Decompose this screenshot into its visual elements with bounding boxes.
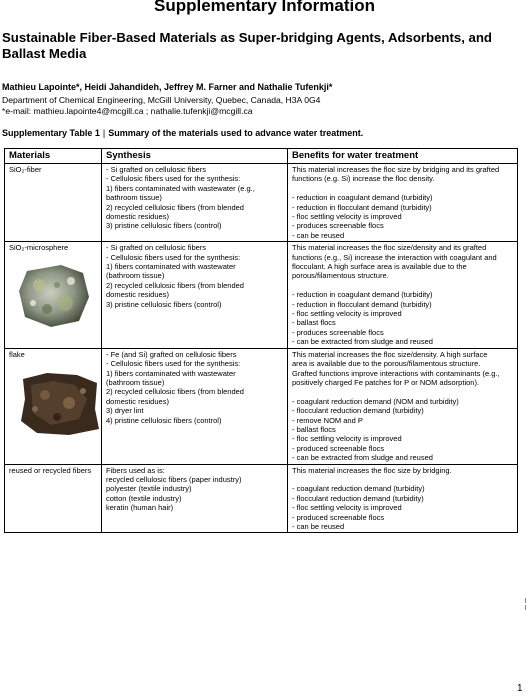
table-caption-separator: |: [102, 128, 106, 138]
column-header-materials: Materials: [5, 149, 102, 164]
benefits-line: - ballast flocs: [292, 424, 336, 434]
benefits-line: This material increases the floc size/density and its grafted: [292, 243, 487, 253]
article-title: Sustainable Fiber-Based Materials as Super-bridging Agents, Adsorbents, and Ballast Media: [2, 30, 492, 61]
synthesis-line: - Fe (and Si) grafted on cellulosic fibers: [106, 349, 237, 359]
benefits-line: - coagulant reduction demand (turbidity): [292, 484, 425, 494]
benefits-line: - produces screenable flocs: [292, 327, 384, 337]
synthesis-line: bathroom tissue): [106, 193, 162, 203]
synthesis-cell: [102, 242, 288, 348]
synthesis-cell: [102, 464, 288, 533]
material-cell: [5, 242, 102, 348]
synthesis-line: - Cellulosic fibers used for the synthesis:: [106, 252, 241, 262]
synthesis-line: 1) fibers contaminated with wastewater: [106, 262, 236, 272]
synthesis-line: Fibers used as is:: [106, 465, 165, 475]
benefits-line: porous/filamentous structure.: [292, 271, 389, 281]
benefits-line: - reduction in flocculant demand (turbidity): [292, 202, 432, 212]
synthesis-line: - Si grafted on cellulosic fibers: [106, 165, 207, 174]
synthesis-line: 3) pristine cellulosic fibers (control): [106, 221, 222, 231]
benefits-line: functions (e.g., Si) increase the interaction with coagulant and: [292, 252, 497, 262]
page-title: Supplementary Information: [153, 0, 376, 15]
benefits-line: - flocculant reduction demand (turbidity): [292, 406, 424, 416]
synthesis-line: - Cellulosic fibers used for the synthesis:: [106, 359, 241, 369]
synthesis-cell: [102, 348, 288, 464]
benefits-cell: [288, 464, 518, 533]
benefits-line: Grafted functions improve interactions with contaminants (e.g.,: [292, 368, 500, 378]
material-name: reused or recycled fibers: [9, 465, 92, 475]
benefits-line: - can be reused: [292, 521, 345, 531]
benefits-line: - produced screenable flocs: [292, 512, 385, 522]
page-number: 1: [517, 683, 523, 694]
synthesis-line: - Cellulosic fibers used for the synthesis:: [106, 174, 241, 184]
column-header-synthesis: Synthesis: [102, 149, 288, 164]
benefits-line: - floc settling velocity is improved: [292, 434, 402, 444]
synthesis-cell: [102, 164, 288, 242]
synthesis-line: cotton (textile industry): [106, 493, 182, 503]
author-list: Mathieu Lapointe*, Heidi Jahandideh, Jeffrey M. Farner and Nathalie Tufenkji*: [2, 82, 333, 92]
benefits-line: [292, 281, 514, 290]
benefits-line: - can be extracted from sludge and reused: [292, 453, 433, 463]
synthesis-line: 1) fibers contaminated with wastewater: [106, 368, 236, 378]
benefits-line: - floc settling velocity is improved: [292, 503, 402, 513]
material-name: SiO₂-microsphere: [9, 243, 69, 253]
benefits-line: This material increases the floc size by bridging and its grafted: [292, 165, 500, 174]
benefits-line: This material increases the floc size by bridging.: [292, 465, 452, 475]
flake-photo: [17, 369, 98, 441]
synthesis-line: polyester (textile industry): [106, 484, 192, 494]
benefits-line: area is available due to the porous/filamentous structure.: [292, 359, 481, 369]
synthesis-line: keratin (human hair): [106, 503, 174, 513]
synthesis-line: 3) dryer lint: [106, 406, 144, 416]
benefits-line: [292, 475, 514, 484]
microsphere-photo: [17, 263, 98, 331]
synthesis-line: (bathroom tissue): [106, 377, 165, 387]
material-cell: [5, 348, 102, 464]
synthesis-line: domestic residues): [106, 396, 169, 406]
benefits-line: - reduction in flocculant demand (turbidity): [292, 299, 432, 309]
affiliation-block: [2, 95, 320, 117]
benefits-line: - reduction in coagulant demand (turbidity): [292, 290, 433, 300]
benefits-line: positively charged Fe patches for P or NOM adsorption).: [292, 377, 480, 387]
benefits-cell: [288, 164, 518, 242]
benefits-line: - floc settling velocity is improved: [292, 309, 402, 319]
table-caption: [2, 128, 363, 138]
benefits-cell: [288, 242, 518, 348]
synthesis-line: 3) pristine cellulosic fibers (control): [106, 299, 222, 309]
benefits-line: [292, 387, 514, 396]
table-row: [5, 464, 518, 533]
synthesis-line: 2) recycled cellulosic fibers (from blended: [106, 280, 244, 290]
benefits-line: - flocculant reduction demand (turbidity): [292, 493, 424, 503]
synthesis-line: 4) pristine cellulosic fibers (control): [106, 415, 222, 425]
material-cell: [5, 464, 102, 533]
microsphere-photo: [17, 263, 91, 329]
table-caption-label: Supplementary Table 1: [2, 128, 100, 138]
benefits-line: - produced screenable flocs: [292, 443, 385, 453]
benefits-line: - ballast flocs: [292, 318, 336, 328]
benefits-line: - produces screenable flocs: [292, 221, 384, 231]
benefits-line: - can be reused: [292, 230, 345, 240]
table-row: [5, 164, 518, 242]
table-row: [5, 348, 518, 464]
column-header-benefits: Benefits for water treatment: [288, 149, 518, 164]
benefits-line: - coagulant reduction demand (NOM and turbidity): [292, 396, 459, 406]
synthesis-line: 2) recycled cellulosic fibers (from blended: [106, 202, 244, 212]
synthesis-line: recycled cellulosic fibers (paper industry): [106, 474, 242, 484]
material-name: SiO₂-fiber: [9, 165, 42, 174]
benefits-line: - floc settling velocity is improved: [292, 212, 402, 222]
synthesis-line: domestic residues): [106, 290, 169, 300]
benefits-line: - reduction in coagulant demand (turbidity): [292, 193, 433, 203]
benefits-line: flocculant. A high surface area is available due to the: [292, 262, 467, 272]
synthesis-line: - Si grafted on cellulosic fibers: [106, 243, 207, 253]
benefits-line: This material increases the floc size/density. A high surface: [292, 349, 488, 359]
benefits-line: functions (e.g. Si) increase the floc density.: [292, 174, 435, 184]
benefits-cell: [288, 348, 518, 464]
benefits-line: - remove NOM and P: [292, 415, 363, 425]
materials-table: [4, 148, 518, 533]
synthesis-line: domestic residues): [106, 212, 169, 222]
table-row: [5, 242, 518, 348]
benefits-line: - can be extracted from sludge and reused: [292, 337, 433, 347]
contact-emails: *e-mail: mathieu.lapointe4@mcgill.ca ; nathalie.tufenkji@mcgill.ca: [2, 106, 253, 116]
benefits-line: [292, 184, 514, 193]
table-body: [5, 164, 518, 533]
affiliation: Department of Chemical Engineering, McGill University, Quebec, Canada, H3A 0G4: [2, 95, 321, 105]
page-edge-marks: [521, 598, 526, 618]
table-caption-text: Summary of the materials used to advance water treatment.: [108, 128, 364, 138]
synthesis-line: 1) fibers contaminated with wastewater (e.g.,: [106, 183, 255, 193]
table-header-row: [5, 149, 518, 164]
flake-photo: [17, 369, 101, 439]
synthesis-line: 2) recycled cellulosic fibers (from blended: [106, 387, 244, 397]
synthesis-line: (bathroom tissue): [106, 271, 165, 281]
material-name: flake: [9, 349, 25, 359]
material-cell: [5, 164, 102, 242]
